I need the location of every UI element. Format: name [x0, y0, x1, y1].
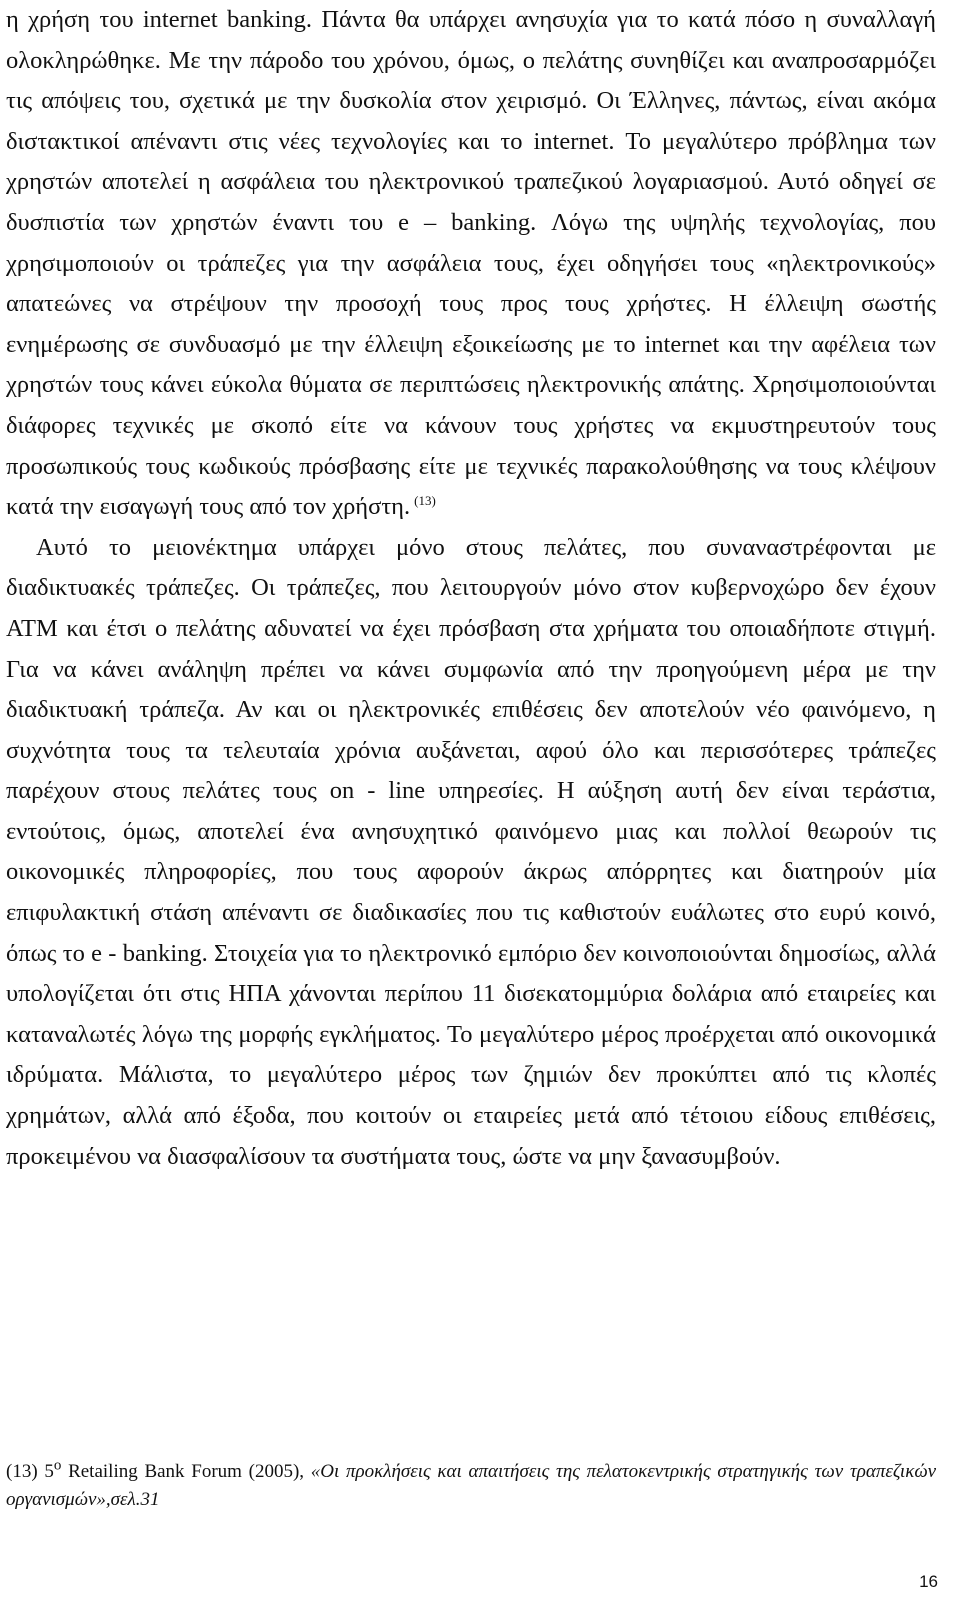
- reference-mark: (13): [414, 492, 436, 508]
- footnote-source: Retailing Bank Forum (2005),: [61, 1461, 311, 1482]
- document-body: [6, 0, 936, 1177]
- footnote-title: «Οι προκλήσεις και απαιτήσεις της πελατοκεντρικής στρατηγικής των τραπεζικών οργανισμών»,σελ.31: [6, 1461, 937, 1510]
- paragraph-text: η χρήση του internet banking. Πάντα θα υπάρχει ανησυχία για το κατά πόσο η συναλλαγή ολοκληρώθηκε. Με την πάροδο του χρόνου, όμως, ο πελάτης συνηθίζει και αναπροσαρμόζει τις απόψεις του, σχετικά με την δυσκολία στον χειρισμό. Οι Έλληνες, πάντως, είναι ακόμα διστακτικοί απέναντι στις νέες τεχνολογίες και το internet. Το μεγαλύτερο πρόβλημα των χρηστών αποτελεί η ασφάλεια του ηλεκτρονικού τραπεζικού λογαριασμού. Αυτό οδηγεί σε δυσπιστία των χρηστών έναντι του e – banking. Λόγω της υψηλής τεχνολογίας, που χρησιμοποιούν οι τράπεζες για την ασφάλεια τους, έχει οδηγήσει τους «ηλεκτρονικούς» απατεώνες να στρέψουν την προσοχή τους προς τους χρήστες. Η έλλειψη σωστής ενημέρωσης σε συνδυασμό με την έλλειψη εξοικείωσης με το internet και την αφέλεια των χρηστών τους κάνει εύκολα θύματα σε περιπτώσεις ηλεκτρονικής απάτης. Χρησιμοποιούνται διάφορες τεχνικές με σκοπό είτε να κάνουν τους χρήστες να εκμυστηρευτούν τους προσωπικούς τους κωδικούς πρόσβασης είτε με τεχνικές παρακολούθησης να τους κλέψουν κατά την εισαγωγή τους από τον χρήστη.: [6, 6, 936, 521]
- paragraph: Αυτό το μειονέκτημα υπάρχει μόνο στους πελάτες, που συναναστρέφονται με διαδικτυακές τράπεζες. Οι τράπεζες, που λειτουργούν μόνο στον κυβερνοχώρο δεν έχουν ATM και έτσι ο πελάτης αδυνατεί να έχει πρόσβαση στα χρήματα του οποιαδήποτε στιγμή. Για να κάνει ανάληψη πρέπει να κάνει συμφωνία από την προηγούμενη μέρα με την διαδικτυακή τράπεζα. Αν και οι ηλεκτρονικές επιθέσεις δεν αποτελούν νέο φαινόμενο, η συχνότητα τους τα τελευταία χρόνια αυξάνεται, αφού όλο και περισσότερες τράπεζες παρέχουν στους πελάτες τους on - line υπηρεσίες. Η αύξηση αυτή δεν είναι τεράστια, εντούτοις, όμως, αποτελεί ένα ανησυχητικό φαινόμενο μιας και πολλοί θεωρούν τις οικονομικές πληροφορίες, που τους αφορούν άκρως απόρρητες και διατηρούν μία επιφυλακτική στάση απέναντι σε διαδικασίες που τις καθιστούν ευάλωτες στο ευρύ κοινό, όπως το e - banking. Στοιχεία για το ηλεκτρονικό εμπόριο δεν κοινοποιούνται δημοσίως, αλλά υπολογίζεται ότι στις ΗΠΑ χάνονται περίπου 11 δισεκατομμύρια δολάρια από εταιρείες και καταναλωτές λόγω της μορφής εγκλήματος. Το μεγαλύτερο μέρος προέρχεται από οικονομικά ιδρύματα. Μάλιστα, το μεγαλύτερο μέρος των ζημιών δεν προκύπτει από τις κλοπές χρημάτων, αλλά από έξοδα, που κοιτούν οι εταιρείες μετά από τέτοιου είδους επιθέσεις, προκειμένου να διασφαλίσουν τα συστήματα τους, ώστε να μην ξανασυμβούν.: [6, 533, 936, 1170]
- footnote: [6, 1458, 936, 1514]
- page-number: 16: [919, 1572, 938, 1591]
- footnote-superscript: ο: [53, 1457, 62, 1474]
- paragraph: [6, 0, 936, 528]
- footnote-number: (13) 5: [6, 1461, 54, 1482]
